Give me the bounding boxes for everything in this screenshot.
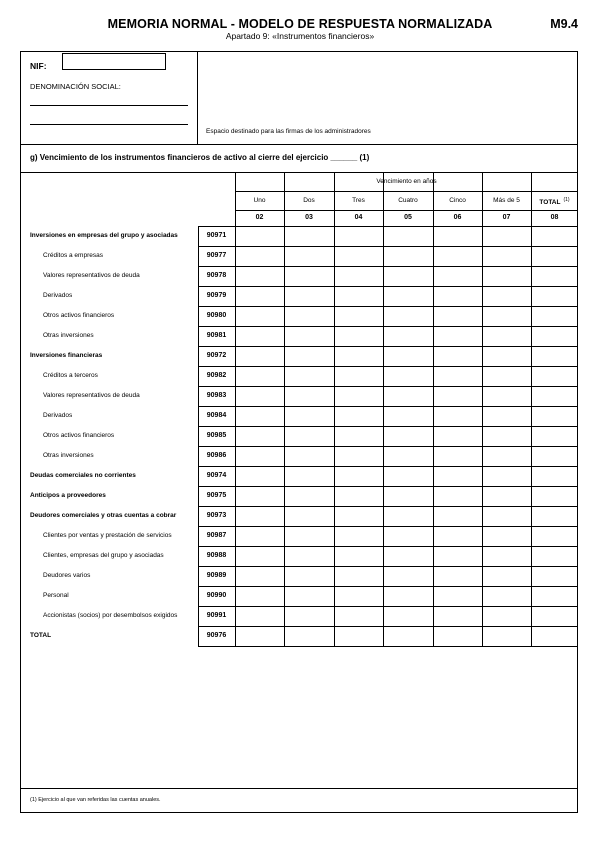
value-cell[interactable]: [284, 266, 334, 286]
value-cell[interactable]: [433, 226, 482, 246]
footnote: (1) Ejercicio al que van referidas las cuentas anuales.: [30, 797, 161, 803]
value-cell[interactable]: [235, 286, 284, 306]
value-cell[interactable]: [383, 546, 433, 566]
value-cell[interactable]: [383, 386, 433, 406]
nif-input[interactable]: [62, 53, 166, 70]
row-label: Deudas comerciales no corrientes: [30, 472, 136, 479]
column-header: [433, 197, 482, 204]
group-header: Vencimiento en años: [376, 178, 437, 185]
divider: [20, 172, 578, 173]
value-cell[interactable]: [334, 546, 383, 566]
value-cell[interactable]: [531, 466, 578, 486]
nif-label: NIF:: [30, 61, 47, 71]
value-cell[interactable]: [284, 466, 334, 486]
value-cell[interactable]: [433, 366, 482, 386]
value-cell[interactable]: [531, 226, 578, 246]
value-cell[interactable]: [433, 526, 482, 546]
value-cell[interactable]: [284, 606, 334, 626]
row-code: 90990: [206, 592, 227, 599]
value-cell[interactable]: [433, 246, 482, 266]
value-cell[interactable]: [383, 446, 433, 466]
value-cell[interactable]: [433, 406, 482, 426]
row-label: Inversiones financieras: [30, 352, 103, 359]
column-header: [334, 197, 383, 204]
value-cell[interactable]: [334, 266, 383, 286]
value-cell[interactable]: [383, 526, 433, 546]
value-cell[interactable]: [235, 466, 284, 486]
column-code: 07: [502, 214, 511, 221]
row-label: Créditos a terceros: [43, 372, 98, 379]
value-cell[interactable]: [284, 246, 334, 266]
column-name: Dos: [303, 197, 315, 204]
value-cell[interactable]: [383, 246, 433, 266]
value-cell[interactable]: [383, 346, 433, 366]
value-cell[interactable]: [235, 226, 284, 246]
value-cell[interactable]: [482, 246, 531, 266]
value-cell[interactable]: [334, 286, 383, 306]
value-cell[interactable]: [383, 586, 433, 606]
value-cell[interactable]: [531, 486, 578, 506]
value-cell[interactable]: [482, 626, 531, 646]
column-code: 06: [453, 214, 462, 221]
value-cell[interactable]: [235, 606, 284, 626]
value-cell[interactable]: [235, 486, 284, 506]
value-cell[interactable]: [383, 506, 433, 526]
row-code: 90991: [206, 612, 227, 619]
value-cell[interactable]: [383, 426, 433, 446]
row-code: 90977: [206, 252, 227, 259]
value-cell[interactable]: [235, 406, 284, 426]
value-cell[interactable]: [383, 366, 433, 386]
denominacion-line-1[interactable]: [30, 105, 188, 106]
value-cell[interactable]: [334, 446, 383, 466]
row-code: 90985: [206, 432, 227, 439]
value-cell[interactable]: [235, 546, 284, 566]
value-cell[interactable]: [531, 306, 578, 326]
value-cell[interactable]: [235, 306, 284, 326]
value-cell[interactable]: [383, 626, 433, 646]
value-cell[interactable]: [383, 406, 433, 426]
row-label: Otras inversiones: [43, 452, 94, 459]
value-cell[interactable]: [334, 606, 383, 626]
value-cell[interactable]: [531, 246, 578, 266]
page-title: MEMORIA NORMAL - MODELO DE RESPUESTA NORMALIZADA: [107, 17, 493, 31]
value-cell[interactable]: [334, 486, 383, 506]
divider: [20, 788, 578, 789]
value-cell[interactable]: [235, 326, 284, 346]
value-cell[interactable]: [531, 326, 578, 346]
value-cell[interactable]: [433, 606, 482, 626]
value-cell[interactable]: [383, 566, 433, 586]
row-label: Anticipos a proveedores: [30, 492, 106, 499]
value-cell[interactable]: [334, 586, 383, 606]
firmas-note: Espacio destinado para las firmas de los administradores: [206, 128, 371, 135]
value-cell[interactable]: [433, 586, 482, 606]
value-cell[interactable]: [433, 506, 482, 526]
column-name: Cinco: [449, 197, 466, 204]
value-cell[interactable]: [433, 386, 482, 406]
value-cell[interactable]: [482, 226, 531, 246]
value-cell[interactable]: [334, 246, 383, 266]
value-cell[interactable]: [284, 526, 334, 546]
value-cell[interactable]: [383, 266, 433, 286]
value-cell[interactable]: [284, 426, 334, 446]
row-label: Otros activos financieros: [43, 432, 115, 439]
value-cell[interactable]: [531, 366, 578, 386]
value-cell[interactable]: [284, 346, 334, 366]
value-cell[interactable]: [531, 626, 578, 646]
row-label: Valores representativos de deuda: [43, 272, 140, 279]
value-cell[interactable]: [433, 286, 482, 306]
row-label: Personal: [43, 592, 69, 599]
value-cell[interactable]: [235, 566, 284, 586]
row-label: TOTAL: [30, 632, 52, 639]
value-cell[interactable]: [433, 546, 482, 566]
value-cell[interactable]: [482, 486, 531, 506]
value-cell[interactable]: [383, 326, 433, 346]
value-cell[interactable]: [383, 466, 433, 486]
denominacion-line-2[interactable]: [30, 124, 188, 125]
value-cell[interactable]: [433, 306, 482, 326]
value-cell[interactable]: [433, 266, 482, 286]
row-code: 90980: [206, 312, 227, 319]
value-cell[interactable]: [482, 346, 531, 366]
value-cell[interactable]: [334, 326, 383, 346]
value-cell[interactable]: [482, 526, 531, 546]
value-cell[interactable]: [482, 606, 531, 626]
row-code: 90978: [206, 272, 227, 279]
value-cell[interactable]: [383, 486, 433, 506]
value-cell[interactable]: [284, 326, 334, 346]
row-code: 90976: [206, 632, 227, 639]
value-cell[interactable]: [284, 626, 334, 646]
value-cell[interactable]: [531, 506, 578, 526]
value-cell[interactable]: [334, 426, 383, 446]
row-label: Créditos a empresas: [43, 252, 103, 259]
value-cell[interactable]: [383, 286, 433, 306]
section-title: g) Vencimiento de los instrumentos financieros de activo al cierre del ejercicio ______ (1): [30, 153, 370, 162]
row-code: 90973: [206, 512, 227, 519]
row-code: 90983: [206, 392, 227, 399]
value-cell[interactable]: [284, 586, 334, 606]
column-name: Más de 5: [493, 197, 520, 204]
row-label: Clientes por ventas y prestación de servicios: [43, 532, 172, 539]
value-cell[interactable]: [433, 346, 482, 366]
value-cell[interactable]: [531, 586, 578, 606]
value-cell[interactable]: [482, 386, 531, 406]
row-label: Deudores varios: [43, 572, 91, 579]
value-cell[interactable]: [284, 226, 334, 246]
row-label: Derivados: [43, 292, 73, 299]
value-cell[interactable]: [235, 526, 284, 546]
value-cell[interactable]: [284, 286, 334, 306]
value-cell[interactable]: [531, 526, 578, 546]
value-cell[interactable]: [284, 306, 334, 326]
form-code: M9.4: [550, 17, 578, 31]
row-code: 90975: [206, 492, 227, 499]
row-code: 90974: [206, 472, 227, 479]
row-code: 90987: [206, 532, 227, 539]
row-code: 90986: [206, 452, 227, 459]
value-cell[interactable]: [284, 566, 334, 586]
value-cell[interactable]: [334, 226, 383, 246]
row-code: 90988: [206, 552, 227, 559]
value-cell[interactable]: [334, 566, 383, 586]
row-code: 90981: [206, 332, 227, 339]
value-cell[interactable]: [531, 386, 578, 406]
denominacion-label: DENOMINACIÓN SOCIAL:: [30, 82, 121, 91]
value-cell[interactable]: [334, 626, 383, 646]
column-name: Tres: [352, 197, 365, 204]
value-cell[interactable]: [334, 466, 383, 486]
value-cell[interactable]: [235, 386, 284, 406]
divider: [20, 144, 578, 145]
row-code: 90971: [206, 232, 227, 239]
value-cell[interactable]: [482, 566, 531, 586]
value-cell[interactable]: [433, 426, 482, 446]
value-cell[interactable]: [235, 366, 284, 386]
value-cell[interactable]: [235, 506, 284, 526]
value-cell[interactable]: [284, 386, 334, 406]
value-cell[interactable]: [433, 326, 482, 346]
value-cell[interactable]: [235, 346, 284, 366]
value-cell[interactable]: [531, 346, 578, 366]
column-code: 02: [255, 214, 264, 221]
value-cell[interactable]: [383, 226, 433, 246]
value-cell[interactable]: [482, 266, 531, 286]
column-code: 08: [550, 214, 559, 221]
column-footnote-ref: (1): [563, 197, 570, 203]
value-cell[interactable]: [334, 306, 383, 326]
row-code: 90984: [206, 412, 227, 419]
column-code: 04: [354, 214, 363, 221]
column-name: Uno: [253, 197, 266, 204]
value-cell[interactable]: [235, 266, 284, 286]
value-cell[interactable]: [334, 366, 383, 386]
value-cell[interactable]: [383, 606, 433, 626]
value-cell[interactable]: [284, 366, 334, 386]
column-header: [531, 197, 578, 206]
value-cell[interactable]: [531, 426, 578, 446]
value-cell[interactable]: [433, 446, 482, 466]
column-code: 05: [404, 214, 412, 221]
row-label: Derivados: [43, 412, 73, 419]
value-cell[interactable]: [235, 446, 284, 466]
value-cell[interactable]: [433, 466, 482, 486]
value-cell[interactable]: [482, 306, 531, 326]
value-cell[interactable]: [531, 266, 578, 286]
value-cell[interactable]: [235, 246, 284, 266]
identification-divider: [197, 51, 198, 144]
row-label: Inversiones en empresas del grupo y asociadas: [30, 232, 178, 239]
row-code: 90989: [206, 572, 227, 579]
value-cell[interactable]: [482, 546, 531, 566]
value-cell[interactable]: [284, 406, 334, 426]
column-code: 03: [305, 214, 313, 221]
value-cell[interactable]: [433, 626, 482, 646]
value-cell[interactable]: [334, 406, 383, 426]
value-cell[interactable]: [482, 586, 531, 606]
divider: [235, 191, 578, 192]
value-cell[interactable]: [383, 306, 433, 326]
row-code: 90982: [206, 372, 227, 379]
value-cell[interactable]: [334, 506, 383, 526]
value-cell[interactable]: [482, 326, 531, 346]
value-cell[interactable]: [482, 446, 531, 466]
row-label: Accionistas (socios) por desembolsos exigidos: [43, 612, 178, 619]
row-code: 90979: [206, 292, 227, 299]
column-header: [383, 197, 433, 204]
value-cell[interactable]: [284, 546, 334, 566]
value-cell[interactable]: [284, 446, 334, 466]
value-cell[interactable]: [235, 426, 284, 446]
row-label: Clientes, empresas del grupo y asociadas: [43, 552, 164, 559]
value-cell[interactable]: [482, 506, 531, 526]
row-label: Otras inversiones: [43, 332, 94, 339]
row-code: 90972: [206, 352, 227, 359]
value-cell[interactable]: [531, 406, 578, 426]
value-cell[interactable]: [235, 626, 284, 646]
row-label: Valores representativos de deuda: [43, 392, 140, 399]
value-cell[interactable]: [284, 486, 334, 506]
value-cell[interactable]: [482, 286, 531, 306]
value-cell[interactable]: [433, 566, 482, 586]
page-subtitle: Apartado 9: «Instrumentos financieros»: [225, 31, 375, 41]
column-header: [235, 197, 284, 204]
value-cell[interactable]: [482, 426, 531, 446]
column-name: Cuatro: [398, 197, 418, 204]
value-cell[interactable]: [235, 586, 284, 606]
value-cell[interactable]: [482, 366, 531, 386]
value-cell[interactable]: [531, 566, 578, 586]
value-cell[interactable]: [531, 286, 578, 306]
value-cell[interactable]: [531, 606, 578, 626]
column-header: [482, 197, 531, 204]
value-cell[interactable]: [334, 346, 383, 366]
value-cell[interactable]: [482, 406, 531, 426]
divider: [198, 646, 578, 647]
value-cell[interactable]: [531, 446, 578, 466]
value-cell[interactable]: [334, 526, 383, 546]
divider: [235, 210, 578, 211]
value-cell[interactable]: [433, 486, 482, 506]
row-label: Otros activos financieros: [43, 312, 115, 319]
value-cell[interactable]: [482, 466, 531, 486]
value-cell[interactable]: [334, 386, 383, 406]
value-cell[interactable]: [284, 506, 334, 526]
column-name: TOTAL: [539, 199, 561, 207]
column-header: [284, 197, 334, 204]
row-label: Deudores comerciales y otras cuentas a cobrar: [30, 512, 177, 519]
value-cell[interactable]: [531, 546, 578, 566]
